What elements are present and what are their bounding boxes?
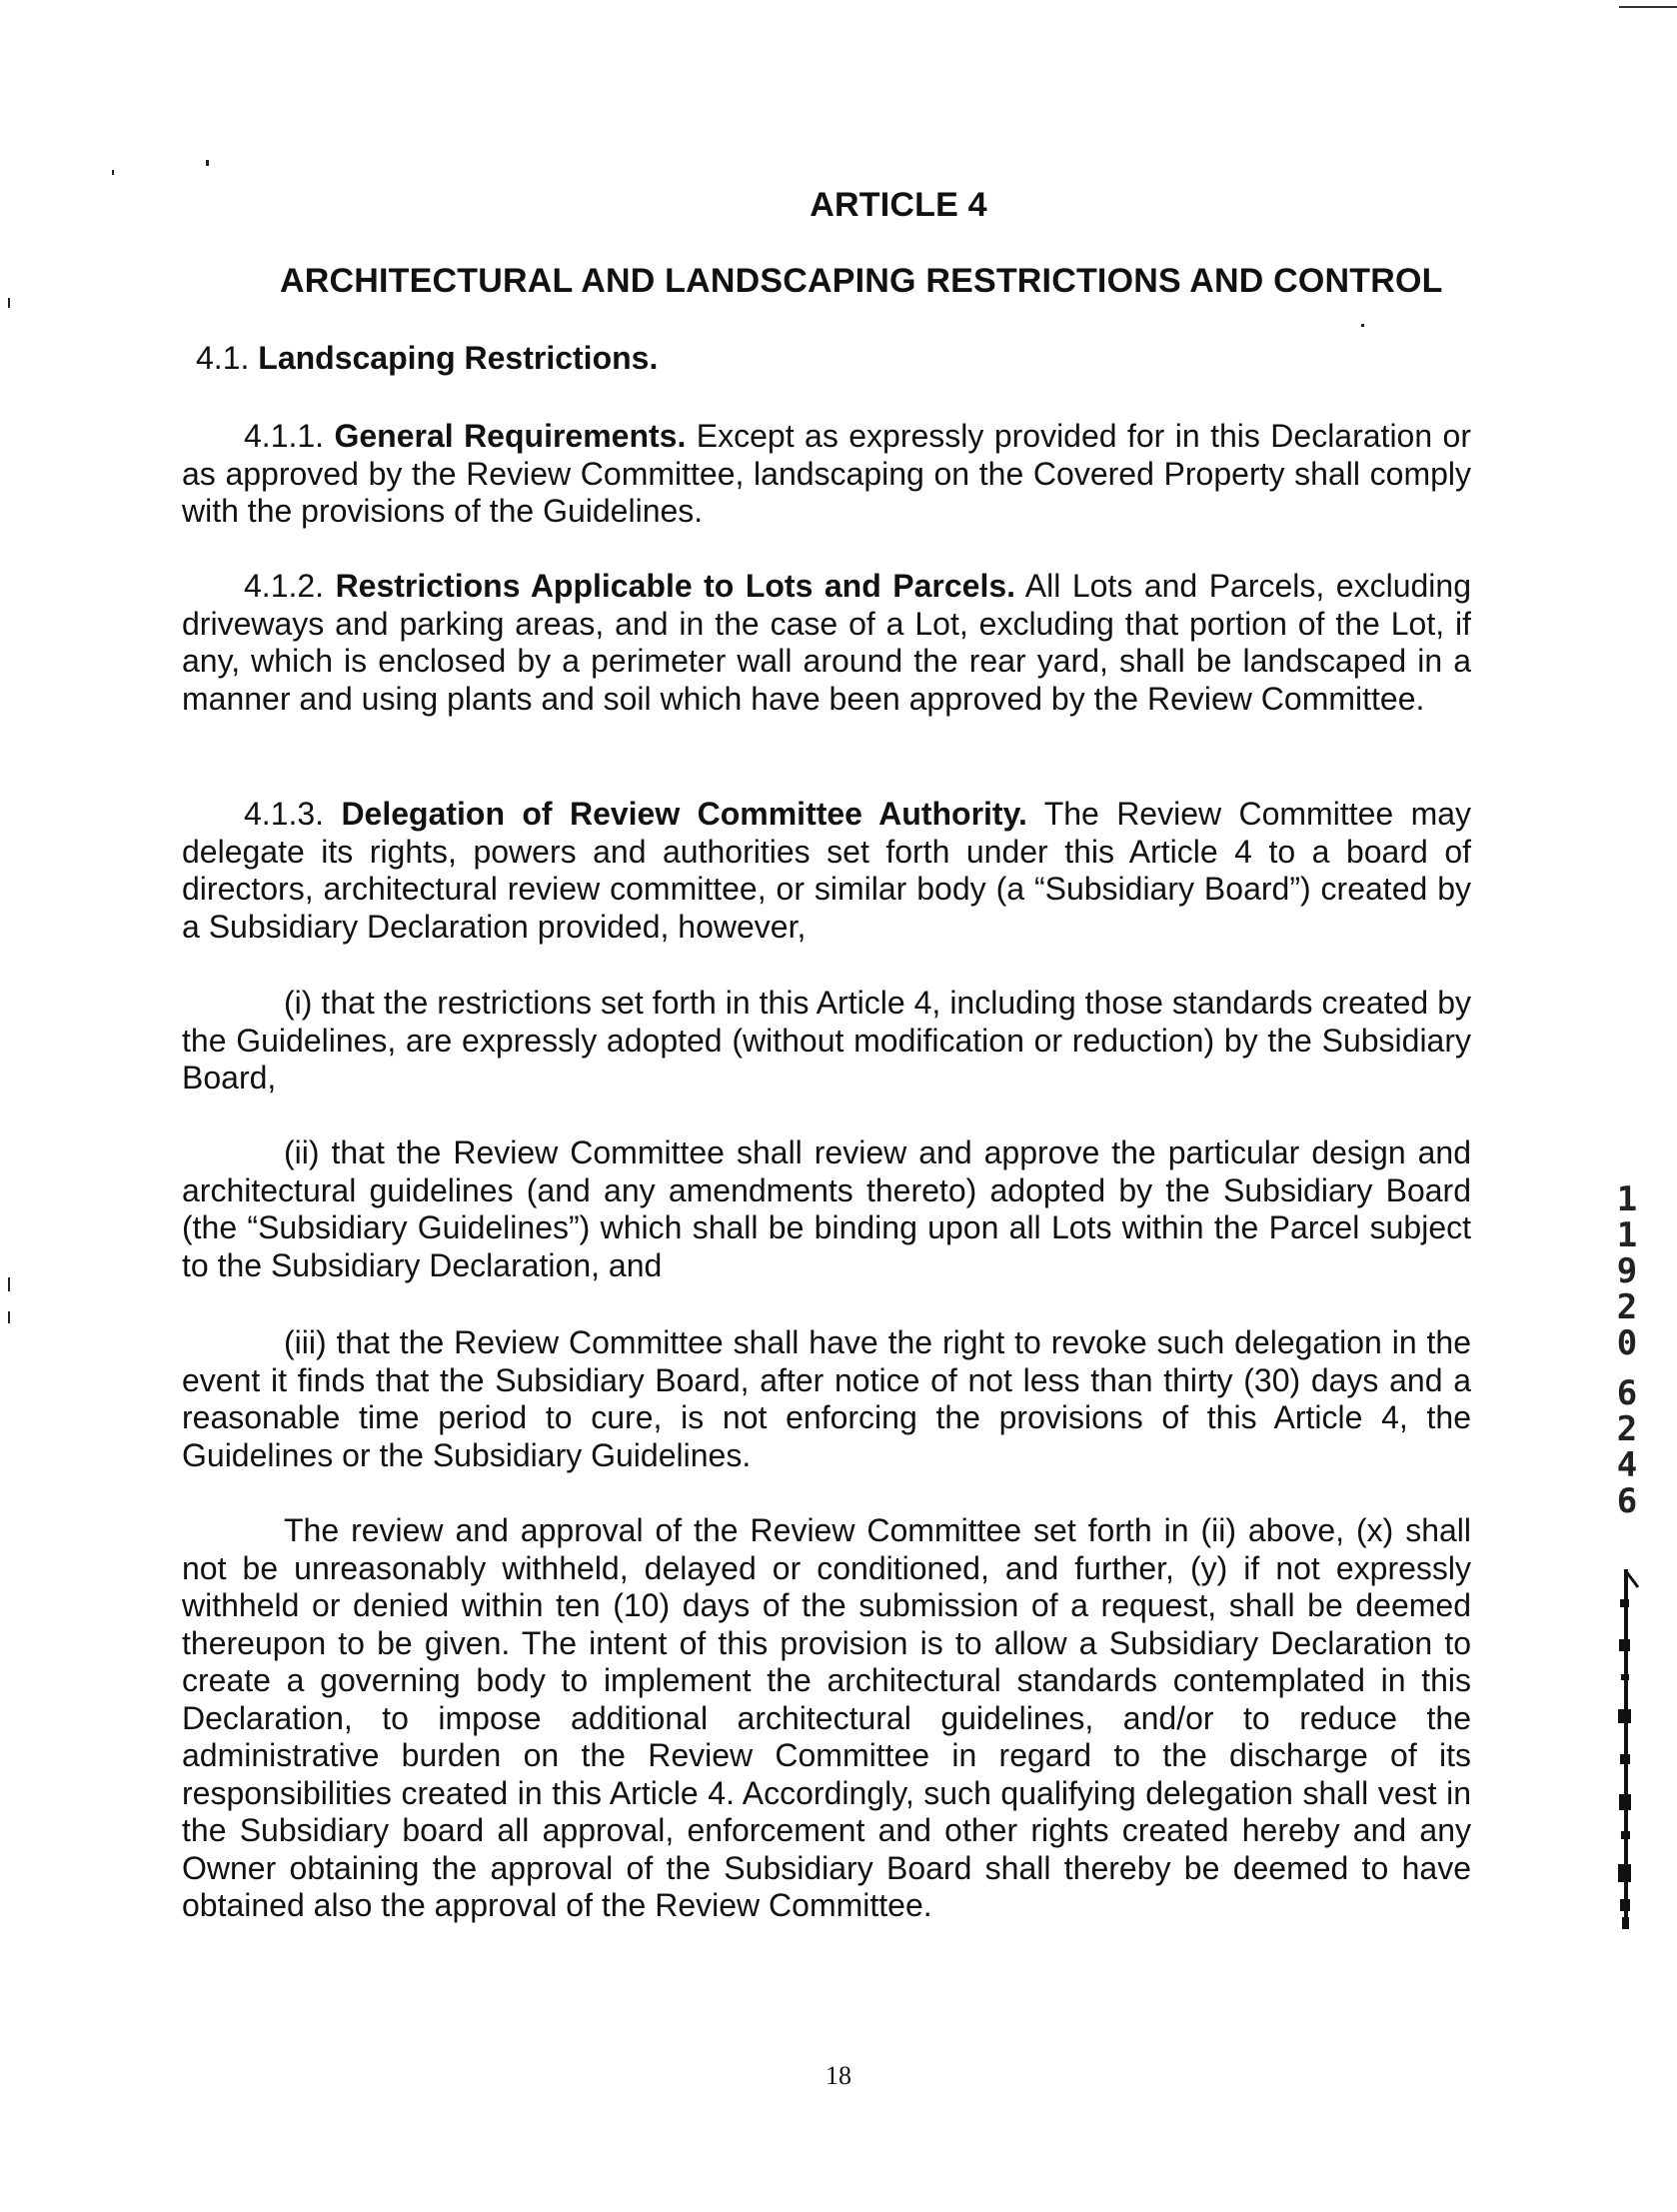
article-subtitle: ARCHITECTURAL AND LANDSCAPING RESTRICTIONS AND CONTROL: [280, 262, 1443, 300]
paragraph-text: The Review Committee may delegate its rights, powers and authorities set forth under this Article 4 to a board of directors, architectural review committee, or similar body (a “Subsidiary Board”) created by a Subsidiary Declaration provided, however,: [182, 796, 1472, 945]
scan-speck: [8, 298, 10, 308]
paragraph-4-1-3: [182, 796, 1471, 946]
paragraph-text: The review and approval of the Review Committee set forth in (ii) above, (x) shall not be unreasonably withheld, delayed or conditioned, and further, (y) if not expressly withheld or denied within ten (10) days of the submission of a request, shall be deemed thereupon to be given. The intent of this provision is to allow a Subsidiary Declaration to create a governing body to implement the architectural standards contemplated in this Declaration, to impose additional architectural guidelines, and/or to reduce the administrative burden on the Review Committee in regard to the discharge of its responsibilities created in this Article 4. Accordingly, such qualifying delegation shall vest in the Subsidiary board all approval, enforcement and other rights created hereby and any Owner obtaining the approval of the Subsidiary Board shall thereby be deemed to have obtained also the approval of the Review Committee.: [182, 1512, 1471, 1923]
stamp-digit: 1: [1616, 1179, 1638, 1219]
scan-speck: [8, 1311, 10, 1323]
clause-text: (iii) that the Review Committee shall have the right to revoke such delegation in the event it finds that the Subsidiary Board, after notice of not less than thirty (30) days and a reasonable time period to cure, is not enforcing the provisions of this Article 4, the Guidelines or the Subsidiary Guidelines.: [182, 1324, 1471, 1473]
page-number: 18: [826, 2061, 851, 2090]
section-title: Landscaping Restrictions.: [258, 340, 659, 376]
paragraph-text: All Lots and Parcels, excluding driveways and parking areas, and in the case of a Lot, excluding that portion of the Lot, if any, which is enclosed by a perimeter wall around the rear yard, shall be landscaped in a manner and using plants and soil which have been approved by the Review Committee.: [182, 568, 1471, 717]
clause-iii: [182, 1324, 1471, 1474]
barcode-strip-icon: [1609, 1569, 1643, 1929]
paragraph-4-1-2: [182, 568, 1471, 718]
closing-paragraph: [182, 1512, 1471, 1925]
scan-speck: [8, 1277, 10, 1291]
paragraph-number: 4.1.1.: [244, 418, 325, 454]
clause-i: [182, 985, 1471, 1098]
stamp-digit: 6: [1616, 1373, 1638, 1413]
paragraph-heading: Delegation of Review Committee Authority.: [341, 796, 1027, 832]
scan-speck: [1361, 324, 1364, 327]
scan-edge-line: [1619, 6, 1677, 8]
paragraph-text: Except as expressly provided for in this Declaration or as approved by the Review Committee, landscaping on the Covered Property shall comply with the provisions of the Guidelines.: [182, 418, 1472, 529]
stamp-digit: 2: [1616, 1287, 1638, 1327]
section-heading: [196, 340, 658, 377]
stamp-digit: 9: [1616, 1251, 1638, 1291]
stamp-digit: 4: [1616, 1445, 1638, 1485]
clause-text: (i) that the restrictions set forth in this Article 4, including those standards created by the Guidelines, are expressly adopted (without modification or reduction) by the Subsidiary Board,: [182, 985, 1471, 1096]
paragraph-number: 4.1.2.: [244, 568, 325, 604]
recording-stamp-top: [1607, 1181, 1647, 1361]
stamp-digit: 2: [1616, 1409, 1638, 1449]
article-title: ARTICLE 4: [810, 186, 987, 224]
section-number: 4.1.: [196, 340, 250, 376]
stamp-digit: 0: [1616, 1323, 1638, 1363]
paragraph-4-1-1: [182, 418, 1471, 531]
scan-speck: [112, 170, 114, 175]
stamp-digit: 6: [1616, 1481, 1638, 1521]
clause-text: (ii) that the Review Committee shall review and approve the particular design and architectural guidelines (and any amendments thereto) adopted by the Subsidiary Board (the “Subsidiary Guidelines”) which shall be binding upon all Lots within the Parcel subject to the Subsidiary Declaration, and: [182, 1134, 1471, 1283]
paragraph-number: 4.1.3.: [244, 796, 325, 832]
stamp-digit: 1: [1616, 1215, 1638, 1255]
paragraph-heading: General Requirements.: [334, 418, 687, 454]
recording-stamp-bottom: [1607, 1375, 1647, 1519]
clause-ii: [182, 1134, 1471, 1284]
paragraph-heading: Restrictions Applicable to Lots and Parcels.: [335, 568, 1016, 604]
scan-speck: [206, 160, 209, 166]
